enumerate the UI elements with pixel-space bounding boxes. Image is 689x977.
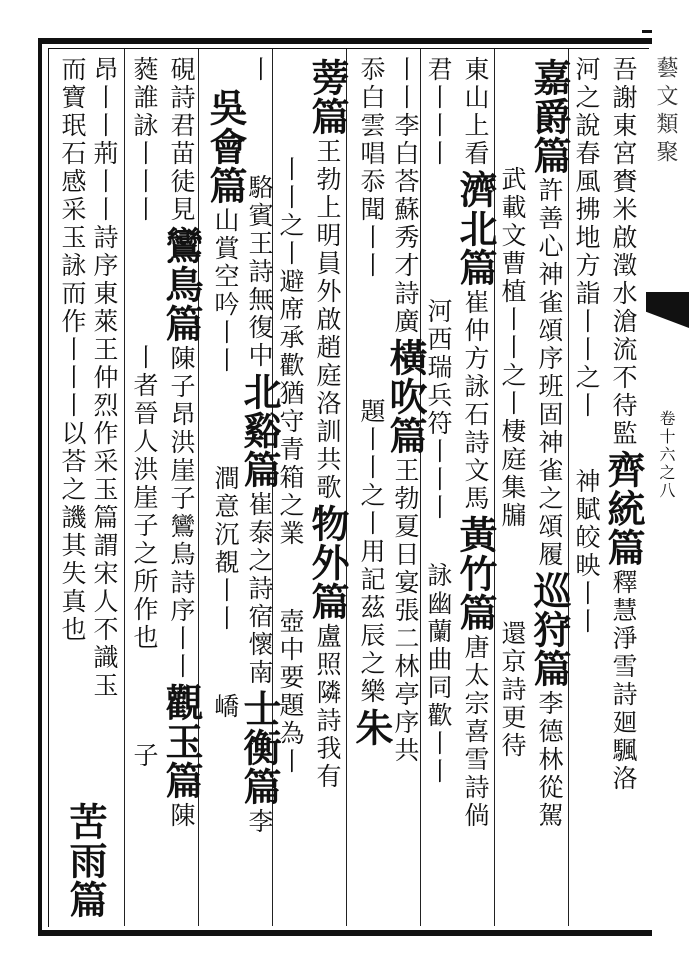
section-title: 苦雨篇 (63, 802, 108, 919)
column-text: 題丨丨之丨用記茲辰之樂 (357, 398, 386, 706)
column-text: 吾謝東宮賚米啟澂水滄流不待監 (609, 56, 638, 448)
column-text: 東山上看 (461, 56, 490, 168)
section-title: 朱 (349, 708, 394, 747)
column-text: 丨 (245, 56, 274, 84)
column-text: 李 (245, 808, 274, 836)
column-text: 盧照隣詩我有 (313, 623, 342, 791)
section-title: 橫吹篇 (383, 338, 428, 455)
text-column-1 (601, 56, 646, 793)
fishtail-mark (646, 292, 689, 328)
corner-mark (642, 30, 652, 59)
section-title: 齊統篇 (601, 450, 646, 567)
column-text: 澗意沉覩丨丨 (211, 465, 240, 633)
section-title: 物外篇 (305, 504, 350, 621)
column-text: 詠幽蘭曲同歡丨丨 (424, 562, 453, 786)
text-column-2 (574, 56, 599, 636)
column-text: 丨丨李白荅蘇秀才詩廣 (391, 56, 420, 336)
section-title: 黃竹篇 (453, 515, 498, 632)
column-text: 昂丨丨荊丨丨詩序東萊王仲烈作采玉篇謂宋人不識玉 (90, 56, 119, 700)
column-text: 陳 (167, 802, 196, 830)
column-text: 李德林從駕 (535, 690, 564, 830)
column-text: 丨者晉人洪崖子之所作也 (130, 344, 159, 652)
banxin-title: 藝文類聚 (653, 56, 678, 168)
section-title: 觀玉篇 (159, 683, 204, 800)
text-column-5 (453, 56, 498, 830)
column-text: 壺中要題為丨 (276, 608, 305, 776)
column-text: 而寶珉石感采玉詠而作丨丨丨以荅之譏其失真也 (58, 56, 87, 644)
text-column-17 (63, 800, 108, 921)
column-text: 崔泰之詩宿懷南 (245, 491, 274, 687)
text-column-4 (500, 56, 525, 760)
text-column-12 (203, 56, 248, 721)
section-title: 濟北篇 (453, 170, 498, 287)
column-rule (124, 49, 125, 926)
column-text: 陳子昂洪崖子鸞鳥詩序丨丨 (167, 345, 196, 681)
column-text: 硯詩君苗徒見 (167, 56, 196, 224)
section-title: 士衡篇 (237, 689, 282, 806)
section-title: 蒡篇 (305, 58, 350, 136)
text-column-7 (383, 56, 428, 765)
text-column-15 (92, 56, 117, 700)
column-text: 蕤誰詠丨丨丨 (130, 56, 159, 224)
column-text: 王勃上明員外啟趙庭洛訓共歌 (313, 138, 342, 502)
column-text: 還京詩更待 (498, 620, 527, 760)
column-text: 駱賓王詩無復中 (245, 174, 274, 370)
column-text: 忝白雲唱忝聞丨丨 (357, 56, 386, 280)
section-title: 鸞鳥篇 (159, 226, 204, 343)
column-text: 釋慧淨雪詩廻颿洛 (609, 569, 638, 793)
column-text: 唐太宗喜雪詩倘 (461, 634, 490, 830)
text-column-16 (60, 56, 85, 644)
column-text: 山賞空吟丨丨 (211, 207, 240, 375)
text-column-13 (159, 56, 204, 830)
text-column-14 (132, 56, 157, 770)
section-title: 嘉爵篇 (527, 58, 572, 175)
column-text: 河之說春風拂地方詣丨丨之丨 (572, 56, 601, 420)
column-text: 君丨丨丨 (424, 56, 453, 168)
section-title: 吳會篇 (203, 88, 248, 205)
section-title: 北谿篇 (237, 372, 282, 489)
column-text: 神賦皎映丨丨 (572, 468, 601, 636)
column-text: 丨丨之丨避席承歡猶守青箱之業 (276, 156, 305, 548)
column-text: 崔仲方詠石詩文馬 (461, 289, 490, 513)
column-text: 子 (130, 742, 159, 770)
juan-number: 卷十六之八 (657, 410, 676, 500)
text-column-3 (527, 56, 572, 830)
column-text: 王勃夏日宴張二林亭序共 (391, 457, 420, 765)
section-title: 巡狩篇 (527, 571, 572, 688)
text-column-8 (349, 56, 394, 749)
text-column-6 (426, 56, 451, 786)
column-rule (346, 49, 347, 926)
column-text: 武載文曹植丨丨之丨棲庭集牖 (498, 166, 527, 530)
column-text: 嶠 (211, 693, 240, 721)
column-text: 河西瑞兵符丨丨丨 (424, 298, 453, 522)
column-rule (568, 49, 569, 926)
text-column-9 (305, 56, 350, 791)
column-text: 許善心神雀頌序班固神雀之頌履 (535, 177, 564, 569)
